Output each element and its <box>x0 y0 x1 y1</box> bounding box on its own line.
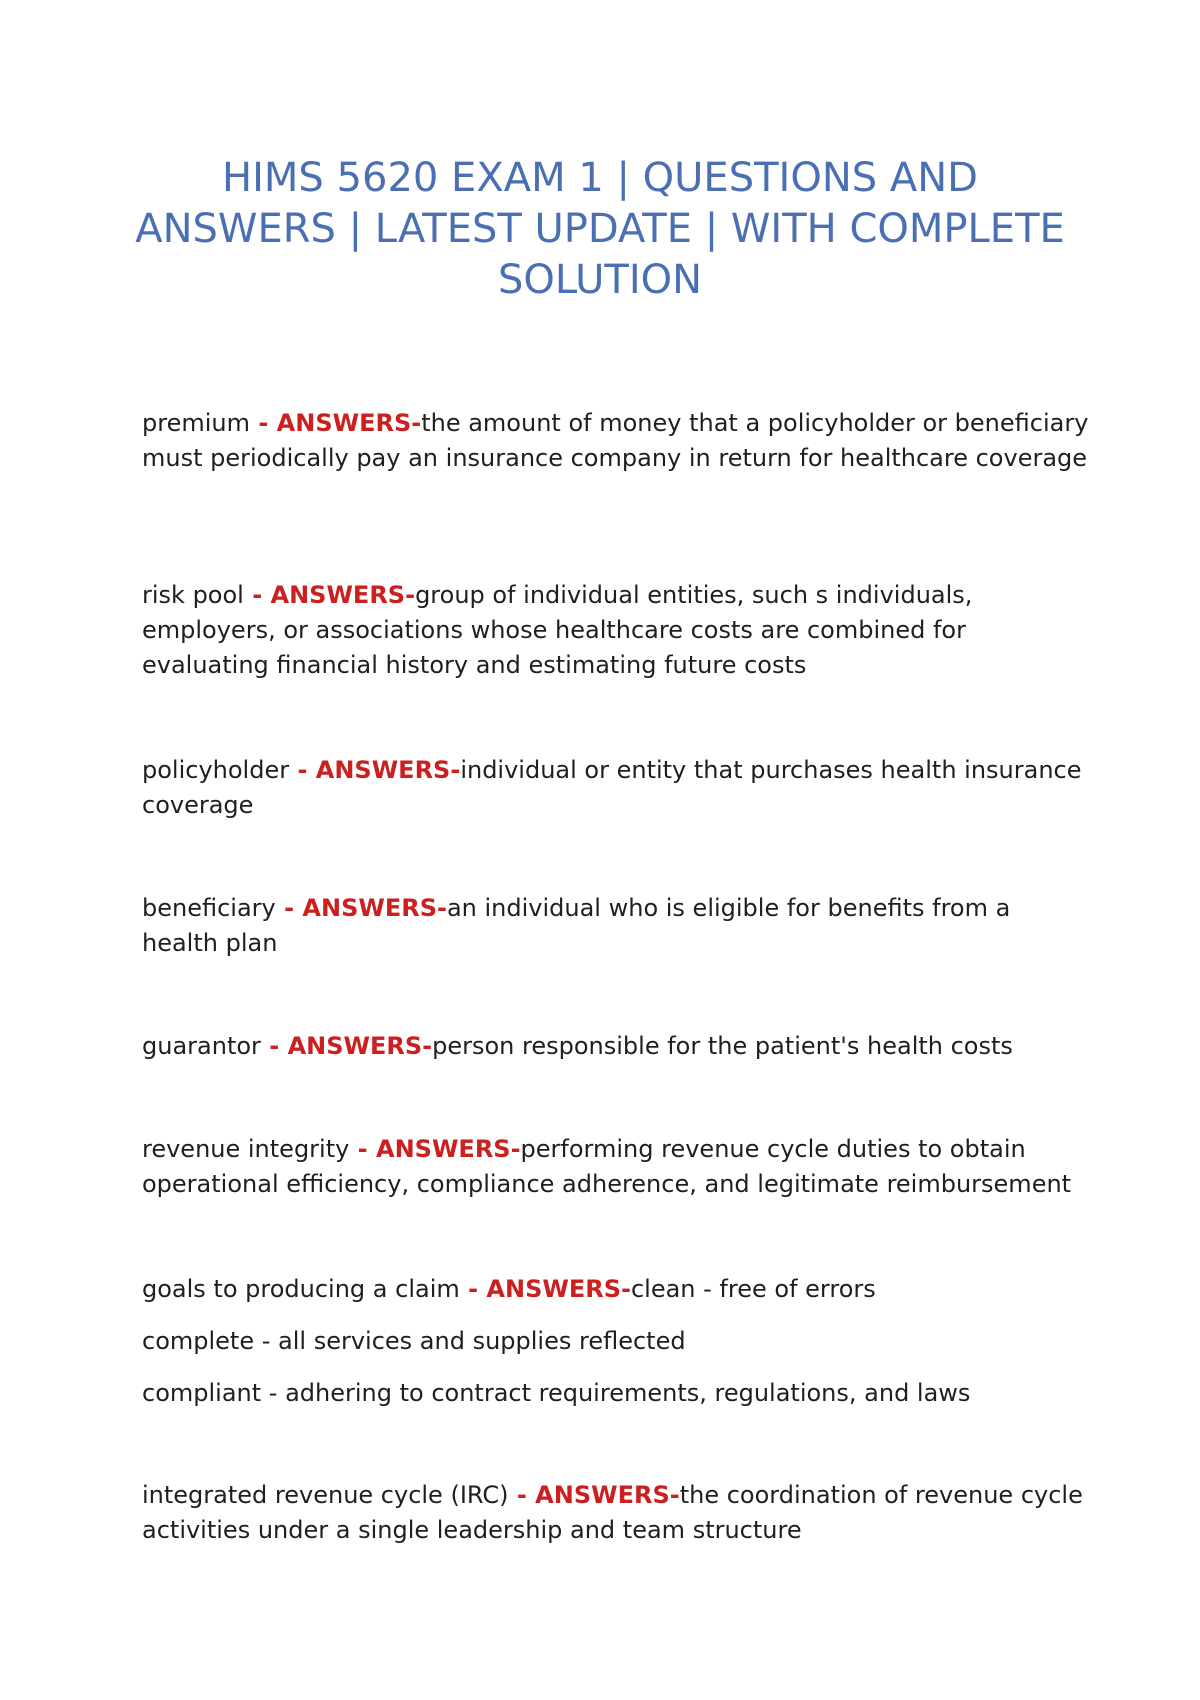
qa-separator: - <box>260 1032 288 1060</box>
qa-term: risk pool <box>142 581 244 609</box>
qa-term: beneficiary <box>142 894 276 922</box>
qa-answer: an individual who is eligible for benefits from a health plan <box>142 894 1011 957</box>
qa-answer: group of individual entities, such s individuals, employers, or associations whose healthcare costs are combined for evaluating financial history and estimating future costs <box>142 581 973 679</box>
answers-label: ANSWERS- <box>376 1135 521 1163</box>
qa-term: goals to producing a claim <box>142 1275 460 1303</box>
qa-extra-line: complete - all services and supplies reflected <box>142 1327 686 1355</box>
qa-separator: - <box>289 756 316 784</box>
answers-label: ANSWERS- <box>276 409 422 437</box>
qa-item-risk-pool <box>142 578 1092 683</box>
qa-separator: - <box>243 581 271 609</box>
qa-item-policyholder <box>142 753 1092 823</box>
answers-label: ANSWERS- <box>535 1481 680 1509</box>
qa-item-premium <box>142 406 1092 476</box>
qa-term: guarantor <box>142 1032 261 1060</box>
qa-answer: person responsible for the patient's health costs <box>432 1032 1013 1060</box>
qa-term: integrated revenue cycle (IRC) <box>142 1481 509 1509</box>
qa-item-guarantor <box>142 1029 1092 1064</box>
qa-item-goals-claim <box>142 1272 1092 1411</box>
answers-label: ANSWERS- <box>302 894 447 922</box>
answers-label: ANSWERS- <box>287 1032 433 1060</box>
qa-term: revenue integrity <box>142 1135 350 1163</box>
qa-separator: - <box>249 409 277 437</box>
answers-label: ANSWERS- <box>315 756 461 784</box>
qa-separator: - <box>459 1275 487 1303</box>
qa-answer: individual or entity that purchases health insurance coverage <box>142 756 1082 819</box>
answers-label: ANSWERS- <box>270 581 416 609</box>
qa-item-revenue-integrity <box>142 1132 1092 1202</box>
answers-label: ANSWERS- <box>486 1275 631 1303</box>
qa-separator: - <box>275 894 303 922</box>
qa-item-integrated-revenue-cycle <box>142 1478 1092 1548</box>
qa-term: policyholder <box>142 756 290 784</box>
qa-answer: the coordination of revenue cycle activities under a single leadership and team structure <box>142 1481 1083 1544</box>
qa-answer: performing revenue cycle duties to obtain operational efficiency, compliance adherence, and legitimate reimbursement <box>142 1135 1072 1198</box>
qa-term: premium <box>142 409 250 437</box>
qa-extra-line: compliant - adhering to contract requirements, regulations, and laws <box>142 1379 971 1407</box>
qa-answer: clean - free of errors <box>630 1275 876 1303</box>
qa-separator: - <box>508 1481 536 1509</box>
qa-separator: - <box>349 1135 376 1163</box>
qa-answer: the amount of money that a policyholder or beneficiary must periodically pay an insurance company in return for healthcare coverage <box>142 409 1089 472</box>
document-title: HIMS 5620 EXAM 1 | QUESTIONS AND ANSWERS | LATEST UPDATE | WITH COMPLETE SOLUTION <box>135 155 1065 303</box>
qa-item-beneficiary <box>142 891 1092 961</box>
